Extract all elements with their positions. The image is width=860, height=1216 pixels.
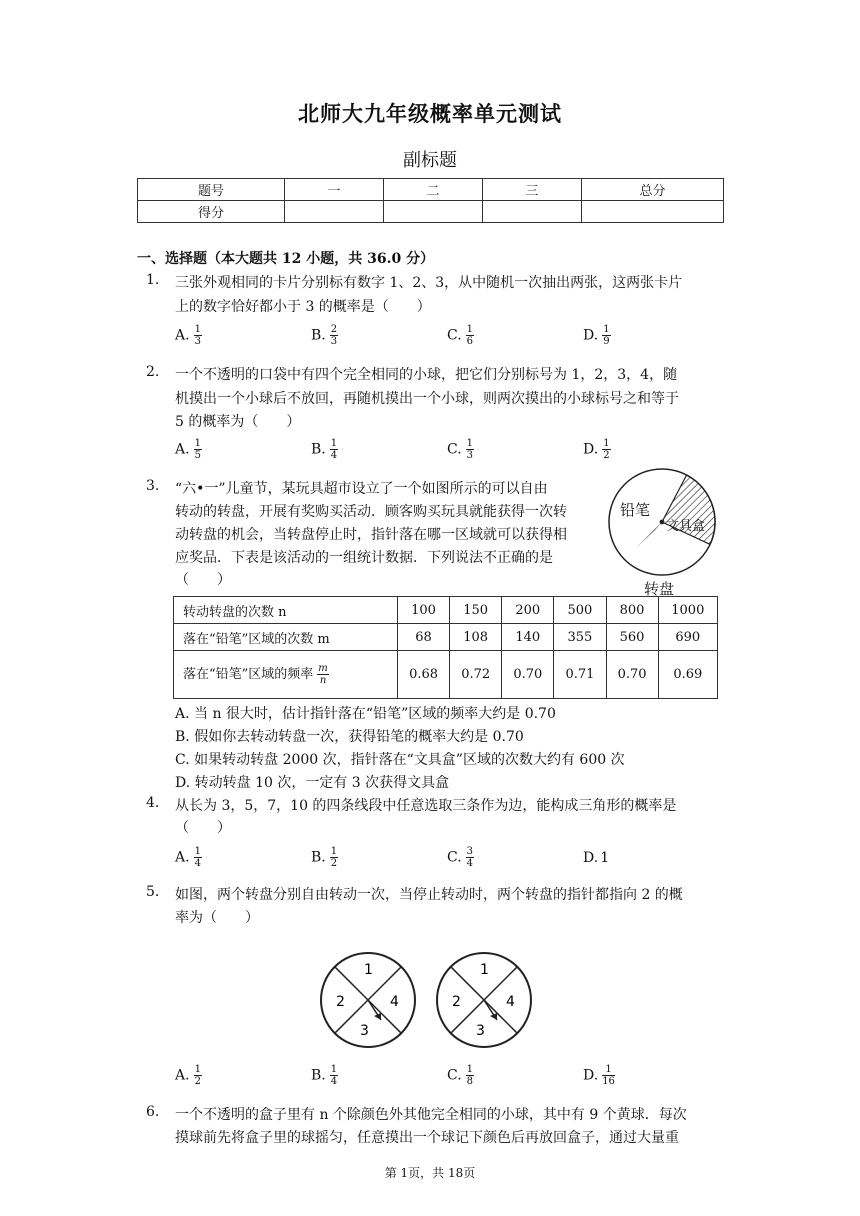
stats-cell: 0.71 <box>554 651 606 699</box>
page-subtitle: 副标题 <box>403 150 457 171</box>
option-label: A. <box>175 849 190 866</box>
option-c[interactable] <box>447 1064 474 1087</box>
stats-cell: 0.69 <box>658 651 717 699</box>
fraction: $\frac{1}{5}$ <box>194 438 201 461</box>
option-d[interactable] <box>583 438 611 461</box>
option-b[interactable] <box>311 324 338 347</box>
option-c[interactable] <box>447 438 474 461</box>
option-label: C. <box>447 327 462 344</box>
spinner-wheel-left <box>321 953 415 1047</box>
fraction: $\frac{1}{9}$ <box>603 324 610 347</box>
question-text-line: （ ） <box>175 572 231 588</box>
stats-cell: 0.72 <box>450 651 502 699</box>
question-number: 2. <box>146 364 160 380</box>
stats-row-label: 落在“铅笔”区域的频率 $\frac{m}{n}$ <box>174 651 398 699</box>
stats-row-m <box>174 624 718 651</box>
option-d[interactable] <box>583 850 609 866</box>
option-a[interactable]: A. 当 n 很大时，估计指针落在“铅笔”区域的频率大约是 0.70 <box>175 706 556 722</box>
question-text-line: 应奖品．下表是该活动的一组统计数据．下列说法不正确的是 <box>175 550 553 566</box>
stats-cell: 108 <box>450 624 502 651</box>
score-header-cell: 三 <box>483 179 582 201</box>
stats-cell: 690 <box>658 624 717 651</box>
stats-cell: 0.68 <box>398 651 450 699</box>
question-number: 6. <box>146 1104 160 1120</box>
option-label: C. <box>447 849 462 866</box>
option-a[interactable] <box>175 846 202 869</box>
score-cell <box>384 201 483 223</box>
option-label: D. <box>583 441 599 458</box>
score-header-cell: 题号 <box>138 179 285 201</box>
question-text-line: 上的数字恰好都小于 3 的概率是（ ） <box>175 299 431 315</box>
score-cell <box>483 201 582 223</box>
question-text-line: 一个不透明的盒子里有 n 个除颜色外其他完全相同的小球，其中有 9 个黄球．每次 <box>175 1107 687 1123</box>
svg-text:2: 2 <box>452 994 461 1010</box>
svg-text:2: 2 <box>336 994 345 1010</box>
fraction: $\frac{1}{8}$ <box>466 1064 474 1087</box>
two-spinners-figure <box>318 950 548 1050</box>
fraction: $\frac{1}{16}$ <box>602 1064 615 1087</box>
question-text-line: 率为（ ） <box>175 910 259 926</box>
spinner-center <box>660 520 665 525</box>
option-label: A. <box>175 327 190 344</box>
stats-cell: 0.70 <box>502 651 554 699</box>
option-a[interactable] <box>175 324 202 347</box>
question-text-line: 三张外观相同的卡片分别标有数字 1、2、3，从中随机一次抽出两张，这两张卡片 <box>175 275 683 291</box>
question-text-line: 一个不透明的口袋中有四个完全相同的小球，把它们分别标号为 1，2，3，4，随 <box>175 367 678 383</box>
score-table <box>137 178 724 223</box>
question-text-line: “六•一”儿童节，某玩具超市设立了一个如图所示的可以自由 <box>175 481 548 497</box>
option-d[interactable] <box>583 324 611 347</box>
question-text-line: 摸球前先将盒子里的球摇匀，任意摸出一个球记下颜色后再放回盒子，通过大量重 <box>175 1130 679 1146</box>
question-text-line: 5 的概率为（ ） <box>175 414 301 430</box>
spinner-figure <box>600 468 720 600</box>
question-text-line: （ ） <box>175 820 231 836</box>
score-header-cell: 一 <box>285 179 384 201</box>
fraction: $\frac{1}{4}$ <box>194 846 201 869</box>
option-d[interactable] <box>583 1064 615 1087</box>
option-label: B. <box>311 1067 326 1084</box>
option-label: B. <box>311 327 326 344</box>
spinner-caption: 转盘 <box>644 580 675 598</box>
fraction: $\frac{1}{2}$ <box>603 438 610 461</box>
svg-text:4: 4 <box>506 994 515 1010</box>
score-header-cell: 总分 <box>582 179 724 201</box>
option-c[interactable]: C. 如果转动转盘 2000 次，指针落在“文具盒”区域的次数大约有 600 次 <box>175 752 625 768</box>
question-number: 4. <box>146 795 160 811</box>
spinner-label-box: 文具盒 <box>666 519 706 534</box>
page-title: 北师大九年级概率单元测试 <box>298 102 562 126</box>
stats-table <box>173 596 718 699</box>
question-text-line: 如图，两个转盘分别自由转动一次，当停止转动时，两个转盘的指针都指向 2 的概 <box>175 887 683 903</box>
fraction: $\frac{m}{n}$ <box>318 663 328 686</box>
fraction: $\frac{1}{4}$ <box>330 438 338 461</box>
score-cell <box>285 201 384 223</box>
stats-cell: 500 <box>554 597 606 624</box>
question-text-line: 动转盘的机会，当转盘停止时，指针落在哪一区域就可以获得相 <box>175 527 567 543</box>
option-b[interactable] <box>311 438 338 461</box>
stats-cell: 200 <box>502 597 554 624</box>
fraction: $\frac{1}{3}$ <box>194 324 201 347</box>
score-cell <box>582 201 724 223</box>
svg-text:4: 4 <box>390 994 399 1010</box>
stats-cell: 355 <box>554 624 606 651</box>
spinner-wheel-right <box>437 953 531 1047</box>
stats-row-label: 落在“铅笔”区域的次数 m <box>174 624 398 651</box>
spinner-label-pencil: 铅笔 <box>620 501 651 519</box>
svg-text:3: 3 <box>360 1023 369 1039</box>
stats-cell: 1000 <box>658 597 717 624</box>
score-header-cell: 二 <box>384 179 483 201</box>
stats-cell: 0.70 <box>606 651 658 699</box>
question-number: 3. <box>146 478 160 494</box>
option-b[interactable]: B. 假如你去转动转盘一次，获得铅笔的概率大约是 0.70 <box>175 729 524 745</box>
question-number: 1. <box>146 272 160 288</box>
stats-row-n <box>174 597 718 624</box>
option-label: D. <box>583 1067 599 1084</box>
fraction: $\frac{1}{2}$ <box>194 1064 201 1087</box>
stats-cell: 100 <box>398 597 450 624</box>
stats-cell: 150 <box>450 597 502 624</box>
option-b[interactable] <box>311 846 338 869</box>
question-text-line: 转动的转盘，开展有奖购买活动．顾客购买玩具就能获得一次转 <box>175 504 567 520</box>
question-text-line: 机摸出一个小球后不放回，再随机摸出一个小球，则两次摸出的小球标号之和等于 <box>175 391 679 407</box>
option-a[interactable] <box>175 1064 202 1087</box>
score-table-header-row <box>138 179 724 201</box>
svg-text:1: 1 <box>364 962 373 978</box>
question-text-line: 从长为 3，5，7，10 的四条线段中任意选取三条作为边，能构成三角形的概率是 <box>175 798 677 814</box>
fraction: $\frac{3}{4}$ <box>466 846 474 869</box>
score-table-row <box>138 201 724 223</box>
option-c[interactable] <box>447 324 474 347</box>
svg-text:3: 3 <box>476 1023 485 1039</box>
section-heading: 一、选择题（本大题共 12 小题，共 36.0 分） <box>137 251 435 267</box>
option-d[interactable]: D. 转动转盘 10 次，一定有 3 次获得文具盒 <box>175 775 450 791</box>
option-label: A. <box>175 1067 190 1084</box>
option-a[interactable] <box>175 438 202 461</box>
stats-row-label: 转动转盘的次数 n <box>174 597 398 624</box>
option-label: D. <box>583 327 599 344</box>
option-label: D. <box>583 850 599 866</box>
score-row-label: 得分 <box>138 201 285 223</box>
fraction: $\frac{1}{4}$ <box>330 1064 338 1087</box>
stats-cell: 68 <box>398 624 450 651</box>
stats-row-freq <box>174 651 718 699</box>
stats-cell: 800 <box>606 597 658 624</box>
option-c[interactable] <box>447 846 474 869</box>
option-label: B. <box>311 849 326 866</box>
fraction: $\frac{1}{6}$ <box>466 324 474 347</box>
option-label: A. <box>175 441 190 458</box>
page-footer: 第 1页，共 18页 <box>384 1166 476 1180</box>
option-label: C. <box>447 1067 462 1084</box>
option-b[interactable] <box>311 1064 338 1087</box>
fraction: $\frac{1}{3}$ <box>466 438 474 461</box>
option-value: 1 <box>600 850 610 866</box>
svg-text:1: 1 <box>480 962 489 978</box>
fraction: $\frac{2}{3}$ <box>330 324 338 347</box>
question-number: 5. <box>146 884 160 900</box>
stats-cell: 560 <box>606 624 658 651</box>
option-label: B. <box>311 441 326 458</box>
stats-cell: 140 <box>502 624 554 651</box>
option-label: C. <box>447 441 462 458</box>
fraction: $\frac{1}{2}$ <box>330 846 338 869</box>
